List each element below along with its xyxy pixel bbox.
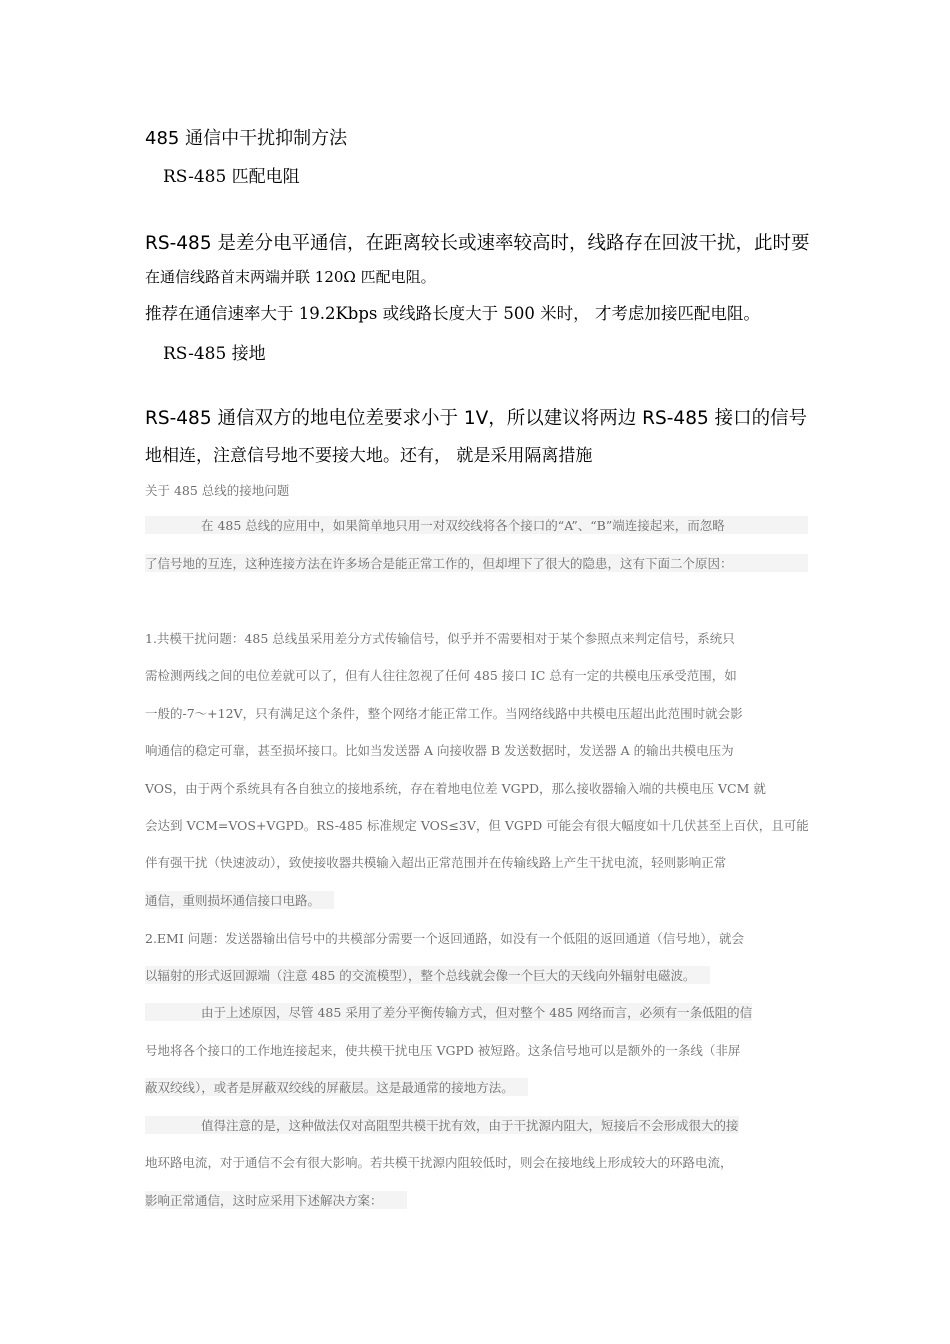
block-1-line-1 [145,516,808,534]
paragraph-2-line-2: 地相连，注意信号地不要接大地。还有， 就是采用隔离措施 [145,446,593,466]
block-2-line-3: 一般的-7～+12V，只有满足这个条件，整个网络才能正常工作。当网络线路中共模电压超出此范围时就会影 [145,706,743,721]
block-2-line-2: 需检测两线之间的电位差就可以了，但有人往往忽视了任何 485 接口 IC 总有一定的共模电压承受范围，如 [145,668,737,683]
block-1-line-1-text: 在 485 总线的应用中，如果简单地只用一对双绞线将各个接口的“A”、“B”端连接起来，而忽略 [201,518,725,533]
heading-matching-resistor: RS-485 匹配电阻 [163,167,300,187]
block-2-line-7: 伴有强干扰（快速波动），致使接收器共模输入超出正常范围并在传输线路上产生干扰电流，轻则影响正常 [145,855,727,870]
block-5-line-3: 影响正常通信，这时应采用下述解决方案： [145,1191,407,1209]
block-2-line-6: 会达到 VCM=VOS+VGPD。RS-485 标准规定 VOS≤3V，但 VGPD 可能会有很大幅度如十几伏甚至上百伏，且可能 [145,818,809,833]
block-5-line-2: 地环路电流，对于通信不会有很大影响。若共模干扰源内阻较低时，则会在接地线上形成较大的环路电流， [145,1155,733,1170]
block-3-line-2: 以辐射的形式返回源端（注意 485 的交流模型），整个总线就会像一个巨大的天线向外辐射电磁波。 [145,966,710,984]
block-3-line-1: 2.EMI 问题：发送器输出信号中的共模部分需要一个返回通路，如没有一个低阻的返回通道（信号地），就会 [145,931,745,946]
block-2-line-5: VOS，由于两个系统具有各自独立的接地系统，存在着地电位差 VGPD，那么接收器输入端的共模电压 VCM 就 [145,781,766,796]
paragraph-2-line-1: RS-485 通信双方的地电位差要求小于 1V，所以建议将两边 RS-485 接口的信号 [145,408,808,429]
block-2-line-8: 通信，重则损坏通信接口电路。 [145,891,334,909]
block-4-line-2: 号地将各个接口的工作地连接起来，使共模干扰电压 VGPD 被短路。这条信号地可以是额外的一条线（非屏 [145,1043,741,1058]
paragraph-1-line-1: RS-485 是差分电平通信，在距离较长或速率较高时，线路存在回波干扰，此时要 [145,233,810,254]
block-4-line-1 [145,1003,752,1021]
block-2-line-1: 1.共模干扰问题：485 总线虽采用差分方式传输信号，似乎并不需要相对于某个参照点来判定信号，系统只 [145,631,735,646]
paragraph-1-line-2: 在通信线路首末两端并联 120Ω 匹配电阻。 [145,268,436,286]
paragraph-1-line-3: 推荐在通信速率大于 19.2Kbps 或线路长度大于 500 米时， 才考虑加接匹配电阻。 [145,304,760,323]
block-2-line-4: 响通信的稳定可靠，甚至损坏接口。比如当发送器 A 向接收器 B 发送数据时，发送器 A 的输出共模电压为 [145,743,734,758]
heading-grounding: RS-485 接地 [163,344,266,364]
block-4-line-3: 蔽双绞线），或者是屏蔽双绞线的屏蔽层。这是最通常的接地方法。 [145,1078,528,1096]
block-1-line-2: 了信号地的互连，这种连接方法在许多场合是能正常工作的，但却埋下了很大的隐患，这有下面二个原因： [145,554,808,572]
block-5-line-1-text: 值得注意的是，这种做法仅对高阻型共模干扰有效，由于干扰源内阻大，短接后不会形成很大的接 [201,1118,739,1133]
doc-title: 485 通信中干扰抑制方法 [145,128,348,149]
block-5-line-1 [145,1116,739,1134]
block-4-line-1-text: 由于上述原因，尽管 485 采用了差分平衡传输方式，但对整个 485 网络而言，必须有一条低阻的信 [201,1005,753,1020]
section-subtitle: 关于 485 总线的接地问题 [145,483,290,498]
